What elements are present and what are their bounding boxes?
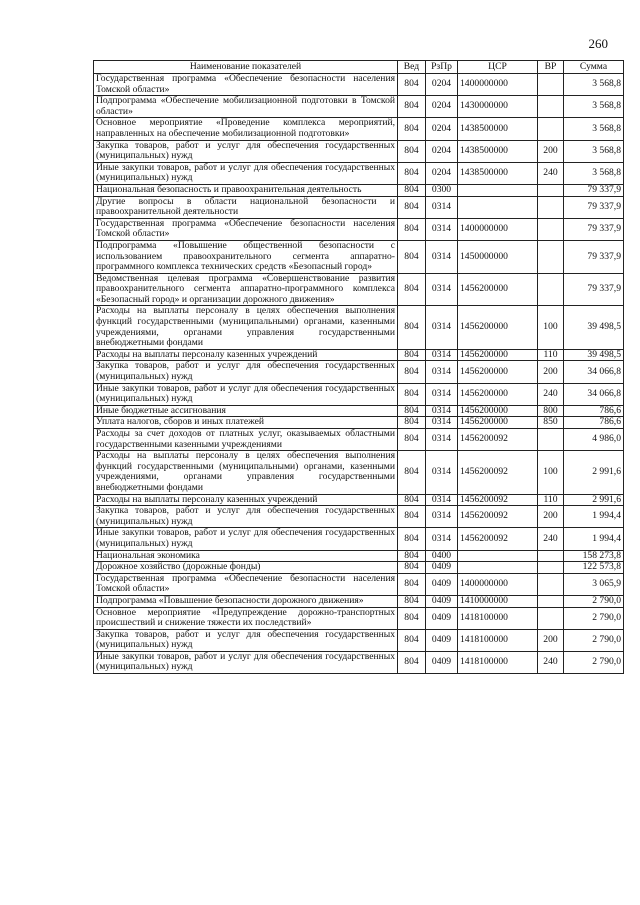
cell-name: Уплата налогов, сборов и иных платежей (94, 417, 398, 429)
cell-rzpr: 0204 (426, 162, 458, 184)
cell-csr: 1456200092 (458, 494, 538, 506)
cell-vr: 110 (538, 494, 564, 506)
cell-vr: 200 (538, 140, 564, 162)
cell-sum: 3 568,8 (564, 118, 624, 140)
cell-rzpr: 0409 (426, 562, 458, 574)
cell-sum: 34 066,8 (564, 383, 624, 405)
cell-ved: 804 (398, 118, 426, 140)
table-row (94, 306, 624, 349)
table-row (94, 417, 624, 429)
cell-ved: 804 (398, 96, 426, 118)
cell-csr: 1456200092 (458, 506, 538, 528)
table-row (94, 273, 624, 306)
cell-sum: 158 273,8 (564, 550, 624, 562)
cell-csr: 1430000000 (458, 96, 538, 118)
cell-ved: 804 (398, 417, 426, 429)
cell-name: Закупка товаров, работ и услуг для обеспечения государственных (муниципальных) нужд (94, 506, 398, 528)
cell-csr: 1400000000 (458, 573, 538, 595)
table-row (94, 74, 624, 96)
cell-vr: 110 (538, 349, 564, 361)
cell-rzpr: 0300 (426, 184, 458, 196)
budget-table (93, 60, 624, 674)
cell-ved: 804 (398, 595, 426, 607)
cell-sum: 79 337,9 (564, 273, 624, 306)
cell-csr: 1456200092 (458, 429, 538, 451)
table-row (94, 162, 624, 184)
cell-vr: 200 (538, 361, 564, 383)
cell-ved: 804 (398, 451, 426, 494)
cell-sum: 2 790,0 (564, 607, 624, 629)
cell-ved: 804 (398, 562, 426, 574)
cell-name: Другие вопросы в области национальной безопасности и правоохранительной деятельности (94, 196, 398, 218)
cell-ved: 804 (398, 629, 426, 651)
cell-csr: 1418100000 (458, 629, 538, 651)
table-row (94, 573, 624, 595)
cell-csr: 1410000000 (458, 595, 538, 607)
cell-sum: 3 065,9 (564, 573, 624, 595)
table-row (94, 607, 624, 629)
cell-sum: 3 568,8 (564, 140, 624, 162)
cell-ved: 804 (398, 240, 426, 273)
cell-name: Закупка товаров, работ и услуг для обеспечения государственных (муниципальных) нужд (94, 361, 398, 383)
cell-vr: 240 (538, 383, 564, 405)
cell-sum: 79 337,9 (564, 218, 624, 240)
cell-vr: 100 (538, 451, 564, 494)
cell-sum: 3 568,8 (564, 96, 624, 118)
table-row (94, 629, 624, 651)
cell-name: Иные закупки товаров, работ и услуг для обеспечения государственных (муниципальных) нужд (94, 383, 398, 405)
cell-rzpr: 0314 (426, 349, 458, 361)
cell-vr (538, 595, 564, 607)
cell-csr: 1456200000 (458, 417, 538, 429)
cell-vr: 200 (538, 506, 564, 528)
cell-name: Основное мероприятие «Проведение комплекса мероприятий, направленных на обеспечение мобилизационной подготовки» (94, 118, 398, 140)
table-row (94, 429, 624, 451)
cell-rzpr: 0314 (426, 451, 458, 494)
cell-name: Расходы на выплаты персоналу казенных учреждений (94, 349, 398, 361)
cell-csr: 1456200092 (458, 451, 538, 494)
table-row (94, 349, 624, 361)
cell-sum: 34 066,8 (564, 361, 624, 383)
cell-name: Иные закупки товаров, работ и услуг для обеспечения государственных (муниципальных) нужд (94, 162, 398, 184)
cell-csr: 1438500000 (458, 162, 538, 184)
cell-name: Дорожное хозяйство (дорожные фонды) (94, 562, 398, 574)
cell-name: Расходы на выплаты персоналу в целях обеспечения выполнения функций государственными (муниципальными) органами, казенными учреждениями, органами управления государственными внебюджетными фондами (94, 451, 398, 494)
cell-ved: 804 (398, 651, 426, 673)
cell-vr: 240 (538, 528, 564, 550)
table-row (94, 383, 624, 405)
cell-sum: 786,6 (564, 405, 624, 417)
cell-vr: 200 (538, 629, 564, 651)
cell-rzpr: 0314 (426, 429, 458, 451)
header-vr: ВР (538, 61, 564, 74)
cell-vr (538, 96, 564, 118)
cell-csr: 1418100000 (458, 607, 538, 629)
cell-csr: 1418100000 (458, 651, 538, 673)
cell-rzpr: 0409 (426, 573, 458, 595)
table-row (94, 494, 624, 506)
cell-vr: 800 (538, 405, 564, 417)
cell-name: Расходы на выплаты персоналу в целях обеспечения выполнения функций государственными (муниципальными) органами, казенными учреждениями, органами управления государственными внебюджетными фондами (94, 306, 398, 349)
cell-ved: 804 (398, 429, 426, 451)
cell-rzpr: 0409 (426, 595, 458, 607)
cell-vr: 240 (538, 162, 564, 184)
cell-rzpr: 0314 (426, 273, 458, 306)
cell-name: Иные бюджетные ассигнования (94, 405, 398, 417)
cell-rzpr: 0314 (426, 306, 458, 349)
cell-csr: 1456200092 (458, 528, 538, 550)
header-name: Наименование показателей (94, 61, 398, 74)
cell-csr: 1456200000 (458, 405, 538, 417)
cell-rzpr: 0204 (426, 140, 458, 162)
table-row (94, 361, 624, 383)
cell-sum: 2 790,0 (564, 651, 624, 673)
cell-name: Расходы за счет доходов от платных услуг, оказываемых областными государственными казенными учреждениями (94, 429, 398, 451)
cell-name: Государственная программа «Обеспечение безопасности населения Томской области» (94, 573, 398, 595)
cell-ved: 804 (398, 140, 426, 162)
cell-vr (538, 607, 564, 629)
cell-ved: 804 (398, 218, 426, 240)
cell-vr (538, 218, 564, 240)
cell-vr (538, 74, 564, 96)
header-ved: Вед (398, 61, 426, 74)
cell-sum: 79 337,9 (564, 184, 624, 196)
header-sum: Сумма (564, 61, 624, 74)
cell-sum: 4 986,0 (564, 429, 624, 451)
cell-sum: 39 498,5 (564, 349, 624, 361)
cell-name: Ведомственная целевая программа «Совершенствование развития правоохранительного сегмента аппаратно-программного комплекса «Безопасный город» и организации дорожного движения» (94, 273, 398, 306)
cell-ved: 804 (398, 196, 426, 218)
cell-rzpr: 0409 (426, 607, 458, 629)
cell-rzpr: 0314 (426, 240, 458, 273)
cell-rzpr: 0409 (426, 629, 458, 651)
cell-vr (538, 240, 564, 273)
cell-csr: 1400000000 (458, 74, 538, 96)
cell-ved: 804 (398, 273, 426, 306)
table-row (94, 562, 624, 574)
cell-ved: 804 (398, 573, 426, 595)
cell-ved: 804 (398, 361, 426, 383)
cell-sum: 3 568,8 (564, 162, 624, 184)
cell-sum: 2 790,0 (564, 595, 624, 607)
cell-vr (538, 184, 564, 196)
table-row (94, 218, 624, 240)
table-row (94, 140, 624, 162)
table-row (94, 651, 624, 673)
table-row (94, 240, 624, 273)
table-row (94, 118, 624, 140)
cell-ved: 804 (398, 494, 426, 506)
cell-vr (538, 196, 564, 218)
table-body (94, 74, 624, 674)
cell-rzpr: 0314 (426, 417, 458, 429)
cell-sum: 1 994,4 (564, 528, 624, 550)
table-row (94, 451, 624, 494)
table-row (94, 96, 624, 118)
cell-rzpr: 0409 (426, 651, 458, 673)
cell-csr: 1438500000 (458, 118, 538, 140)
cell-rzpr: 0204 (426, 74, 458, 96)
cell-sum: 1 994,4 (564, 506, 624, 528)
cell-rzpr: 0314 (426, 383, 458, 405)
cell-ved: 804 (398, 383, 426, 405)
cell-csr: 1456200000 (458, 361, 538, 383)
cell-name: Иные закупки товаров, работ и услуг для обеспечения государственных (муниципальных) нужд (94, 651, 398, 673)
cell-name: Государственная программа «Обеспечение безопасности населения Томской области» (94, 218, 398, 240)
table-row (94, 405, 624, 417)
cell-vr (538, 273, 564, 306)
page-number: 260 (588, 36, 608, 51)
table-row (94, 550, 624, 562)
cell-sum: 2 790,0 (564, 629, 624, 651)
cell-csr (458, 184, 538, 196)
cell-csr: 1456200000 (458, 349, 538, 361)
cell-rzpr: 0314 (426, 528, 458, 550)
cell-vr (538, 429, 564, 451)
cell-vr (538, 550, 564, 562)
cell-sum: 2 991,6 (564, 451, 624, 494)
cell-ved: 804 (398, 349, 426, 361)
table-row (94, 184, 624, 196)
cell-ved: 804 (398, 528, 426, 550)
cell-vr (538, 573, 564, 595)
cell-rzpr: 0314 (426, 405, 458, 417)
cell-sum: 786,6 (564, 417, 624, 429)
table-row (94, 595, 624, 607)
cell-csr: 1456200000 (458, 383, 538, 405)
cell-vr: 850 (538, 417, 564, 429)
cell-csr (458, 196, 538, 218)
cell-sum: 2 991,6 (564, 494, 624, 506)
cell-csr: 1450000000 (458, 240, 538, 273)
cell-vr (538, 118, 564, 140)
cell-vr (538, 562, 564, 574)
cell-csr: 1400000000 (458, 218, 538, 240)
cell-name: Национальная безопасность и правоохранительная деятельность (94, 184, 398, 196)
cell-name: Государственная программа «Обеспечение безопасности населения Томской области» (94, 74, 398, 96)
table-row (94, 196, 624, 218)
cell-vr: 240 (538, 651, 564, 673)
cell-name: Расходы на выплаты персоналу казенных учреждений (94, 494, 398, 506)
cell-vr: 100 (538, 306, 564, 349)
cell-rzpr: 0314 (426, 506, 458, 528)
cell-rzpr: 0314 (426, 218, 458, 240)
cell-sum: 3 568,8 (564, 74, 624, 96)
cell-ved: 804 (398, 607, 426, 629)
cell-rzpr: 0400 (426, 550, 458, 562)
cell-name: Подпрограмма «Повышение общественной безопасности с использованием правоохранительного сегмента аппаратно-программного комплекса технических средств «Безопасный город» (94, 240, 398, 273)
cell-rzpr: 0314 (426, 361, 458, 383)
cell-rzpr: 0314 (426, 196, 458, 218)
cell-sum: 79 337,9 (564, 240, 624, 273)
table-row (94, 528, 624, 550)
cell-ved: 804 (398, 506, 426, 528)
cell-csr (458, 562, 538, 574)
cell-name: Закупка товаров, работ и услуг для обеспечения государственных (муниципальных) нужд (94, 629, 398, 651)
cell-csr: 1456200000 (458, 273, 538, 306)
cell-ved: 804 (398, 306, 426, 349)
cell-ved: 804 (398, 162, 426, 184)
cell-rzpr: 0314 (426, 494, 458, 506)
cell-name: Национальная экономика (94, 550, 398, 562)
cell-name: Иные закупки товаров, работ и услуг для обеспечения государственных (муниципальных) нужд (94, 528, 398, 550)
cell-name: Подпрограмма «Обеспечение мобилизационной подготовки в Томской области» (94, 96, 398, 118)
cell-csr (458, 550, 538, 562)
cell-name: Закупка товаров, работ и услуг для обеспечения государственных (муниципальных) нужд (94, 140, 398, 162)
cell-ved: 804 (398, 184, 426, 196)
cell-ved: 804 (398, 74, 426, 96)
cell-sum: 39 498,5 (564, 306, 624, 349)
cell-rzpr: 0204 (426, 118, 458, 140)
cell-sum: 122 573,8 (564, 562, 624, 574)
cell-rzpr: 0204 (426, 96, 458, 118)
header-rzpr: РзПр (426, 61, 458, 74)
cell-sum: 79 337,9 (564, 196, 624, 218)
cell-csr: 1456200000 (458, 306, 538, 349)
cell-csr: 1438500000 (458, 140, 538, 162)
header-csr: ЦСР (458, 61, 538, 74)
table-row (94, 506, 624, 528)
cell-ved: 804 (398, 405, 426, 417)
cell-name: Подпрограмма «Повышение безопасности дорожного движения» (94, 595, 398, 607)
table-header-row (94, 61, 624, 74)
cell-name: Основное мероприятие «Предупреждение дорожно-транспортных происшествий и снижение тяжести их последствий» (94, 607, 398, 629)
cell-ved: 804 (398, 550, 426, 562)
